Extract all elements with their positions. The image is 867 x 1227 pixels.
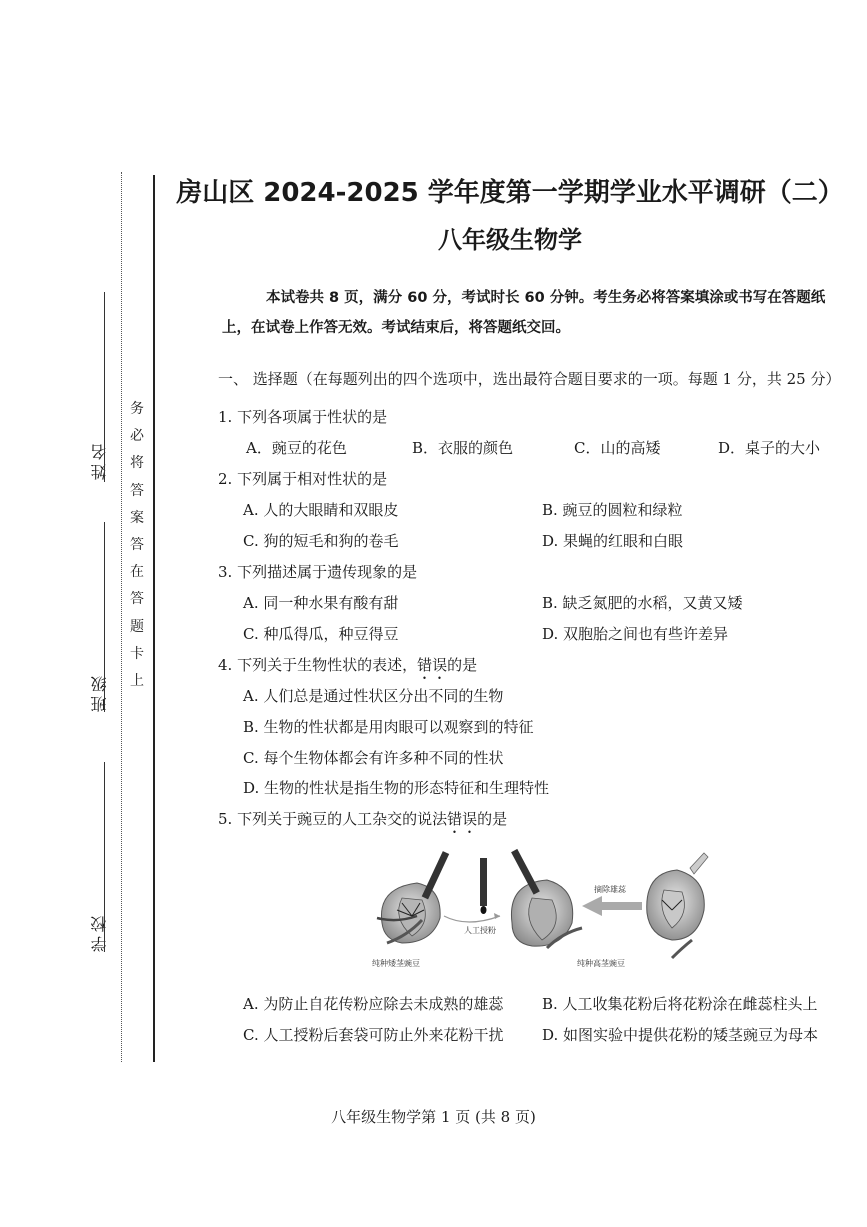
question-5-option-a[interactable]: A. 为防止自花传粉应除去未成熟的雄蕊 (243, 995, 504, 1013)
svg-text:摘除雄蕊: 摘除雄蕊 (594, 885, 626, 894)
question-4-option-c[interactable]: C. 每个生物体都会有许多种不同的性状 (243, 749, 504, 767)
exam-notice: 本试卷共 8 页，满分 60 分，考试时长 60 分钟。考生务必将答案填涂或书写在答题纸上，在试卷上作答无效。考试结束后，将答题纸交回。 (222, 290, 826, 336)
question-5-option-b[interactable]: B. 人工收集花粉后将花粉涂在雌蕊柱头上 (542, 995, 818, 1013)
question-3-option-a[interactable]: A. 同一种水果有酸有甜 (243, 594, 399, 612)
svg-text:人工授粉: 人工授粉 (464, 926, 496, 935)
question-5-stem: 5. 下列关于豌豆的人工杂交的说法错误的是 (218, 810, 508, 828)
warning-char: 答 (130, 482, 144, 499)
page-subtitle: 八年级生物学 (438, 226, 582, 254)
warning-char: 上 (130, 672, 144, 689)
question-1-option-d[interactable]: D．桌子的大小 (718, 439, 821, 457)
question-1-option-c[interactable]: C．山的高矮 (574, 439, 661, 457)
tweezers-icon (690, 853, 708, 874)
warning-char: 卡 (130, 645, 144, 662)
question-5-option-c[interactable]: C. 人工授粉后套袋可防止外来花粉干扰 (243, 1026, 504, 1044)
name-field-line[interactable] (104, 292, 105, 482)
flower-right-icon (647, 853, 708, 958)
question-5-option-d[interactable]: D. 如图实验中提供花粉的矮茎豌豆为母本 (542, 1026, 819, 1044)
question-4-option-a[interactable]: A. 人们总是通过性状区分出不同的生物 (243, 687, 504, 705)
name-label: 姓名 (90, 440, 109, 480)
warning-char: 务 (130, 401, 144, 417)
emphasis-wrong: 错误 (417, 656, 448, 674)
warning-char: 答 (130, 591, 144, 608)
svg-text:纯种矮茎豌豆: 纯种矮茎豌豆 (372, 959, 420, 968)
warning-char: 案 (130, 509, 144, 526)
warning-char: 答 (130, 536, 144, 553)
emphasis-wrong: 错误 (447, 810, 478, 828)
arrow-icon (444, 916, 500, 922)
question-4-stem: 4. 下列关于生物性状的表述，错误的是 (218, 656, 478, 674)
section-heading: 一、 选择题（在每题列出的四个选项中，选出最符合题目要求的一项。每题 1 分，共 25 分） (218, 370, 841, 388)
class-label: 班级 (90, 672, 109, 712)
warning-char: 将 (130, 455, 144, 472)
pea-cross-figure (372, 848, 712, 973)
class-field-line[interactable] (104, 522, 105, 712)
question-3-option-c[interactable]: C. 种瓜得瓜，种豆得豆 (243, 625, 399, 643)
brush-icon (422, 851, 449, 899)
question-1-stem: 1. 下列各项属于性状的是 (218, 408, 388, 426)
warning-char: 在 (130, 564, 144, 581)
question-2-stem: 2. 下列属于相对性状的是 (218, 470, 388, 488)
question-3-option-b[interactable]: B. 缺乏氮肥的水稻，又黄又矮 (542, 594, 743, 612)
question-3-stem: 3. 下列描述属于遗传现象的是 (218, 563, 418, 581)
question-1-option-a[interactable]: A．豌豆的花色 (246, 439, 347, 457)
question-1-option-b[interactable]: B．衣服的颜色 (412, 439, 514, 457)
question-3-option-d[interactable]: D. 双胞胎之间也有些许差异 (542, 625, 729, 643)
school-label: 学校 (90, 912, 109, 952)
question-2-option-b[interactable]: B. 豌豆的圆粒和绿粒 (542, 501, 683, 519)
question-2-option-d[interactable]: D. 果蝇的红眼和白眼 (542, 532, 684, 550)
question-2-option-a[interactable]: A. 人的大眼睛和双眼皮 (243, 501, 399, 519)
binding-dotted-line (121, 172, 122, 1062)
school-field-line[interactable] (104, 762, 105, 952)
brush-icon (480, 858, 487, 906)
question-4-option-d[interactable]: D. 生物的性状是指生物的形态特征和生理特性 (243, 779, 550, 797)
arrow-icon (582, 896, 642, 916)
warning-char: 题 (130, 618, 144, 635)
page-title: 房山区 2024-2025 学年度第一学期学业水平调研（二） (176, 178, 844, 208)
question-2-option-c[interactable]: C. 狗的短毛和狗的卷毛 (243, 532, 399, 550)
flower-middle-icon (511, 849, 582, 948)
svg-text:纯种高茎豌豆: 纯种高茎豌豆 (577, 959, 625, 968)
binding-solid-line (153, 175, 155, 1062)
warning-char: 必 (130, 428, 144, 445)
question-4-option-b[interactable]: B. 生物的性状都是用肉眼可以观察到的特征 (243, 718, 534, 736)
answer-card-warning (128, 396, 146, 695)
page-footer: 八年级生物学第 1 页 (共 8 页) (331, 1108, 536, 1126)
